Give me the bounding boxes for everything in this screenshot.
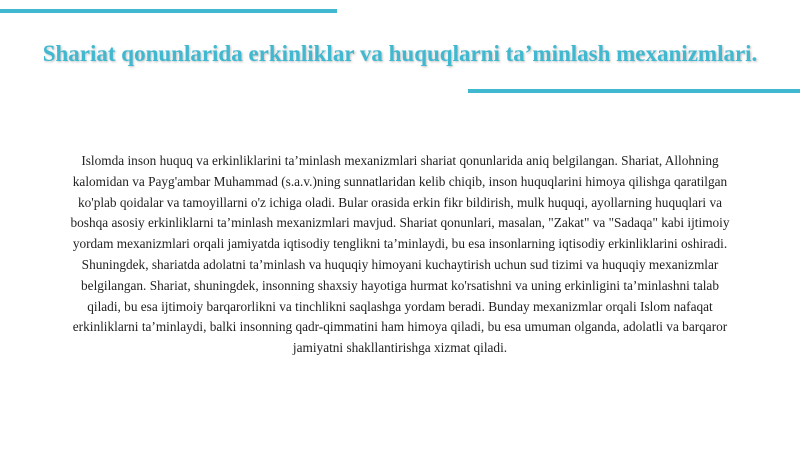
slide-body-text: Islomda inson huquq va erkinliklarini ta’minlash mexanizmlari shariat qonunlarida aniq belgilangan. Shariat, Allohning kalomidan va Payg'ambar Muhammad (s.a.v.)ning sunnatlaridan kelib chiqib, inson huquqlarini himoya qilishga qaratilgan ko'plab qoidalar va tamoyillarni o'z ichiga oladi. Bular orasida erkin fikr bildirish, mulk huquqi, ayollarning huquqlari va boshqa asosiy erkinliklarni ta’minlash mexanizmlari mavjud. Shariat qonunlari, masalan, "Zakat" va "Sadaqa" kabi ijtimoiy yordam mexanizmlari orqali jamiyatda iqtisodiy tenglikni ta’minlaydi, bu esa insonlarning iqtisodiy erkinliklarini oshiradi. Shuningdek, shariatda adolatni ta’minlash va huquqiy himoyani kuchaytirish uchun sud tizimi va huquqiy mexanizmlar belgilangan. Shariat, shuningdek, insonning shaxsiy hayotiga hurmat ko'rsatishni va uning erkinligini ta’minlashni talab qiladi, bu esa ijtimoiy barqarorlikni va tinchlikni saqlashga yordam beradi. Bunday mexanizmlar orqali Islom nafaqat erkinliklarni ta’minlaydi, balki insonning qadr-qimmatini ham himoya qiladi, bu esa umuman olganda, adolatli va barqaror jamiyatni shakllantirishga xizmat qiladi. <box>70 153 730 356</box>
top-accent-line <box>0 9 337 13</box>
slide-title: Shariat qonunlarida erkinliklar va huquqlarni ta’minlash mexanizmlari. <box>42 41 758 66</box>
title-underline-accent <box>468 89 800 93</box>
